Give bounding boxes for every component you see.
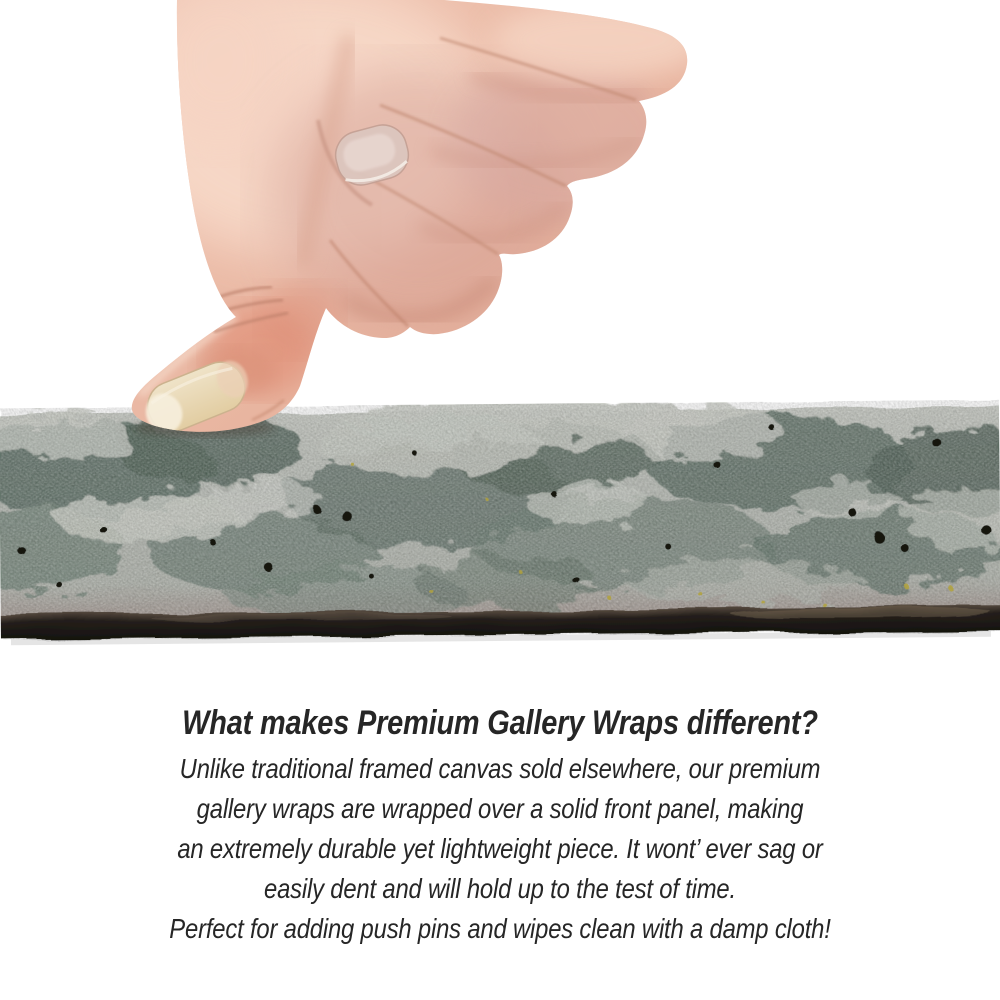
- body-line: Perfect for adding push pins and wipes clean with a damp cloth!: [169, 913, 831, 944]
- body-line: an extremely durable yet lightweight piece. It wont’ ever sag or: [177, 833, 823, 864]
- page-title: What makes Premium Gallery Wraps different?: [182, 704, 818, 742]
- description-text: [75, 704, 925, 949]
- hand-photo: [0, 0, 1000, 450]
- body-line: easily dent and will hold up to the test of time.: [264, 873, 736, 904]
- body-line: Unlike traditional framed canvas sold elsewhere, our premium: [179, 753, 821, 784]
- hand-shading: [120, 0, 710, 440]
- body-line: gallery wraps are wrapped over a solid front panel, making: [196, 793, 804, 824]
